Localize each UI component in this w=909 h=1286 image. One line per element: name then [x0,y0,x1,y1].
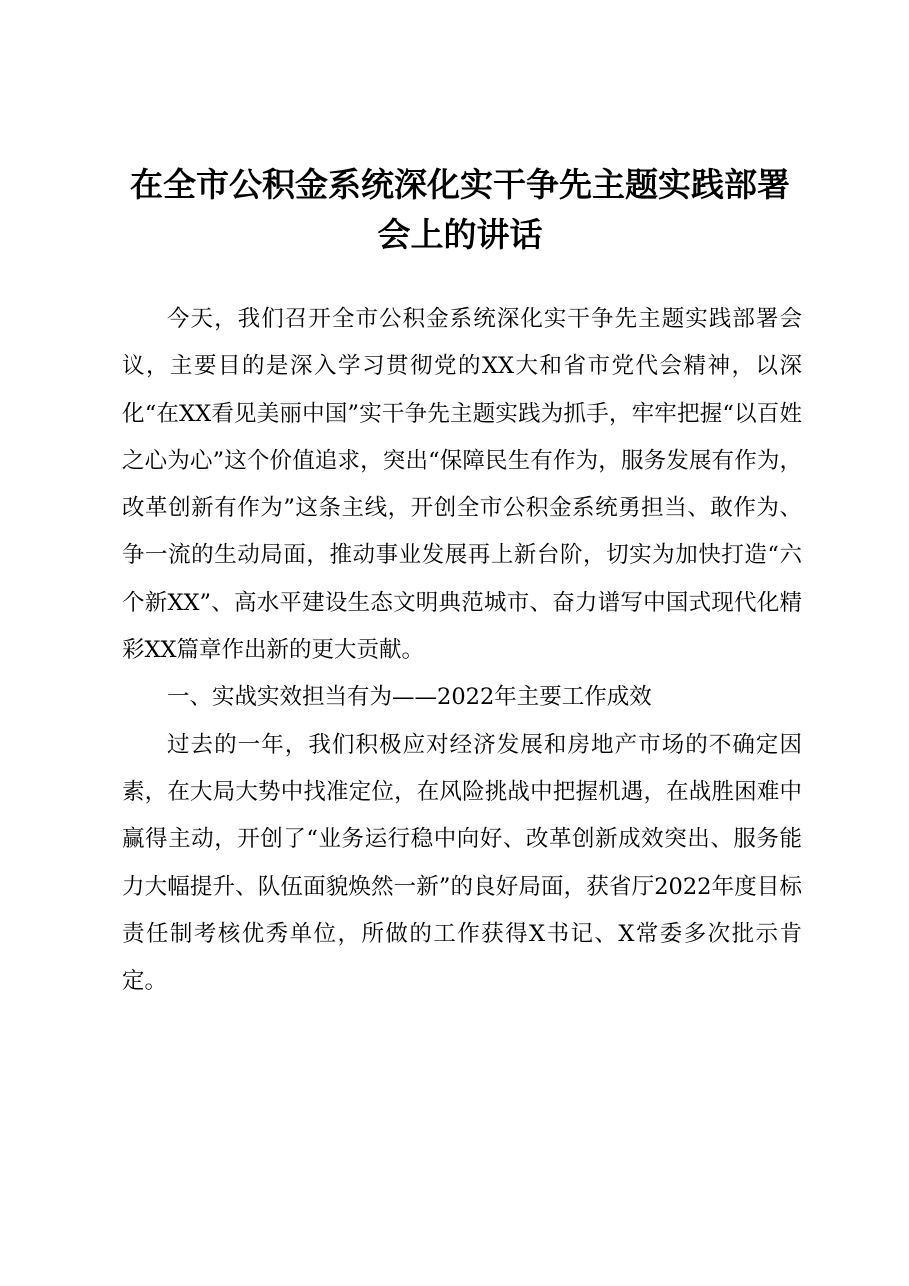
section-heading-1: 一、实战实效担当有为——2022年主要工作成效 [167,684,652,711]
document-body [122,296,802,1005]
title-line-1: 在全市公积金系统深化实干争先主题实践部署 [130,165,790,204]
paragraph-intro: 今天，我们召开全市公积金系统深化实干争先主题实践部署会议，主要目的是深入学习贯彻党的XX大和省市党代会精神，以深化“在XX看见美丽中国”实干争先主题实践为抓手，牢牢把握“以百姓之心为心”这个价值追求，突出“保障民生有作为，服务发展有作为，改革创新有作为”这条主线，开创全市公积金系统勇担当、敢作为、争一流的生动局面，推动事业发展再上新台阶，切实为加快打造“六个新XX”、高水平建设生态文明典范城市、奋力谱写中国式现代化精彩XX篇章作出新的更大贡献。 [122,306,802,664]
title-line-2: 会上的讲话 [377,215,543,254]
paragraph-section-1: 过去的一年，我们积极应对经济发展和房地产市场的不确定因素，在大局大势中找准定位，在风险挑战中把握机遇，在战胜困难中赢得主动，开创了“业务运行稳中向好、改革创新成效突出、服务能力大幅提升、队伍面貌焕然一新”的良好局面，获省厅2022年度目标责任制考核优秀单位，所做的工作获得X书记、X常委多次批示肯定。 [122,731,802,995]
document-title [110,160,810,260]
